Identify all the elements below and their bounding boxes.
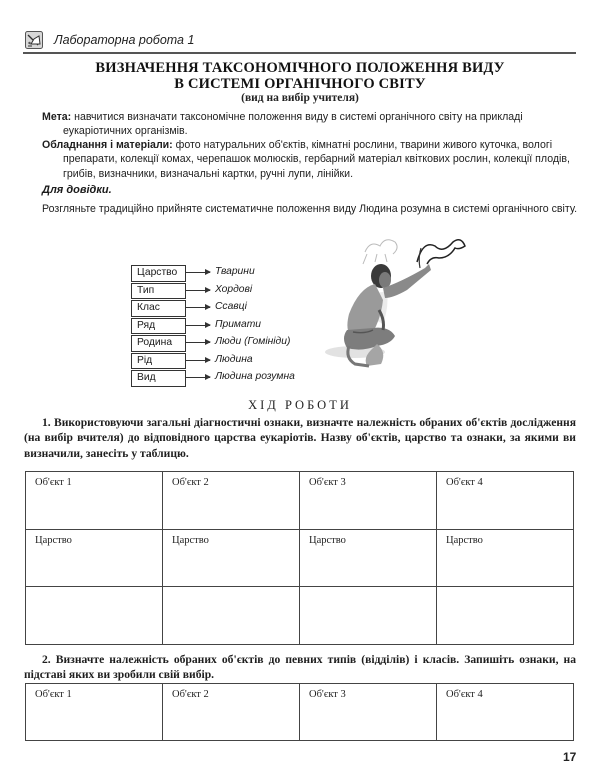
- arrow-right-icon: [186, 290, 210, 291]
- taxonomy-rank: Царство: [131, 265, 186, 282]
- task-1-text: 1. Використовуючи загальні діагностичні ознаки, визначте належність обраних об'єктів дослідження (на вибір вчителя) до відповідного царства еукаріотів. Назву об'єктів, царство та ознаки, за якими ви визначили, занесіть у таблицю.: [24, 416, 576, 460]
- table-cell[interactable]: [26, 587, 163, 645]
- goal-label: Мета:: [42, 111, 72, 123]
- page-title-line-1: ВИЗНАЧЕННЯ ТАКСОНОМІЧНОГО ПОЛОЖЕННЯ ВИДУ: [95, 60, 505, 76]
- taxonomy-rank: Рід: [131, 353, 186, 370]
- table-cell[interactable]: Об'єкт 1: [26, 684, 163, 741]
- table-cell[interactable]: [163, 587, 300, 645]
- running-header: [23, 30, 578, 54]
- table-cell[interactable]: Царство: [437, 529, 574, 587]
- table-cell[interactable]: Об'єкт 2: [163, 684, 300, 741]
- table-cell[interactable]: Царство: [300, 529, 437, 587]
- equipment-paragraph: [42, 138, 580, 181]
- equipment-label: Обладнання і матеріали:: [42, 139, 173, 151]
- taxonomy-rank: Вид: [131, 370, 186, 387]
- goal-paragraph: [42, 110, 580, 139]
- table-row: [26, 529, 574, 587]
- table-cell[interactable]: Об'єкт 1: [26, 472, 163, 530]
- table-cell[interactable]: Об'єкт 4: [437, 472, 574, 530]
- table-cell[interactable]: Царство: [163, 529, 300, 587]
- arrow-right-icon: [186, 377, 210, 378]
- arrow-right-icon: [186, 325, 210, 326]
- taxonomy-value: Примати: [215, 318, 262, 330]
- taxonomy-value: Люди (Гомініди): [215, 336, 291, 347]
- table-row: [26, 472, 574, 530]
- taxonomy-value: Ссавці: [215, 301, 247, 312]
- taxonomy-rank: Ряд: [131, 318, 186, 335]
- table-cell[interactable]: Об'єкт 4: [437, 684, 574, 741]
- lab-flask-icon: [25, 31, 43, 49]
- arrow-right-icon: [186, 307, 210, 308]
- table-cell[interactable]: Об'єкт 2: [163, 472, 300, 530]
- page-subtitle: (вид на вибір учителя): [241, 92, 359, 104]
- page-title-line-2: В СИСТЕМІ ОРГАНІЧНОГО СВІТУ: [174, 76, 426, 92]
- task-1-table: [25, 471, 574, 645]
- reference-heading: Для довідки.: [42, 184, 112, 196]
- lab-work-title: Лабораторна робота 1: [54, 33, 195, 47]
- table-cell[interactable]: Царство: [26, 529, 163, 587]
- reference-text: Розгляньте традиційно прийняте систематичне положення виду Людина розумна в системі органічного світу.: [42, 203, 578, 215]
- table-cell[interactable]: [437, 587, 574, 645]
- taxonomy-value: Хордові: [215, 283, 253, 295]
- arrow-right-icon: [186, 342, 210, 343]
- procedure-heading: ХІД РОБОТИ: [248, 398, 352, 412]
- equipment-text: фото натуральних об'єктів, кімнатні рослини, тварини живого куточка, вологі препарати, колекції комах, черепашок молюсків, гербарний матеріал квіткових рослин, колекції плодів, грибів, визначники, визначальні картки, ручні лупи, лінійки.: [63, 139, 570, 180]
- table-cell[interactable]: [300, 587, 437, 645]
- task-2-table: [25, 683, 574, 741]
- header-divider: [23, 52, 576, 54]
- taxonomy-rank: Клас: [131, 300, 186, 317]
- page-number: 17: [563, 750, 577, 764]
- taxonomy-value: Людина: [215, 353, 253, 365]
- table-cell[interactable]: Об'єкт 3: [300, 472, 437, 530]
- table-cell[interactable]: Об'єкт 3: [300, 684, 437, 741]
- goal-text: навчитися визначати таксономічне положення виду в системі органічного світу на прикладі еукаріотичних організмів.: [63, 111, 523, 138]
- taxonomy-rank: Родина: [131, 335, 186, 352]
- taxonomy-value: Тварини: [215, 266, 255, 277]
- taxonomy-value: Людина розумна: [215, 371, 295, 382]
- taxonomy-rank: Тип: [131, 283, 186, 300]
- prehistoric-man-illustration: [325, 232, 483, 380]
- task-2-text: 2. Визначте належність обраних об'єктів до певних типів (відділів) і класів. Запишіть ознаки, на підставі яких ви зробили свій вибір.: [24, 653, 576, 682]
- arrow-right-icon: [186, 272, 210, 273]
- arrow-right-icon: [186, 360, 210, 361]
- table-row: [26, 684, 574, 741]
- table-row: [26, 587, 574, 645]
